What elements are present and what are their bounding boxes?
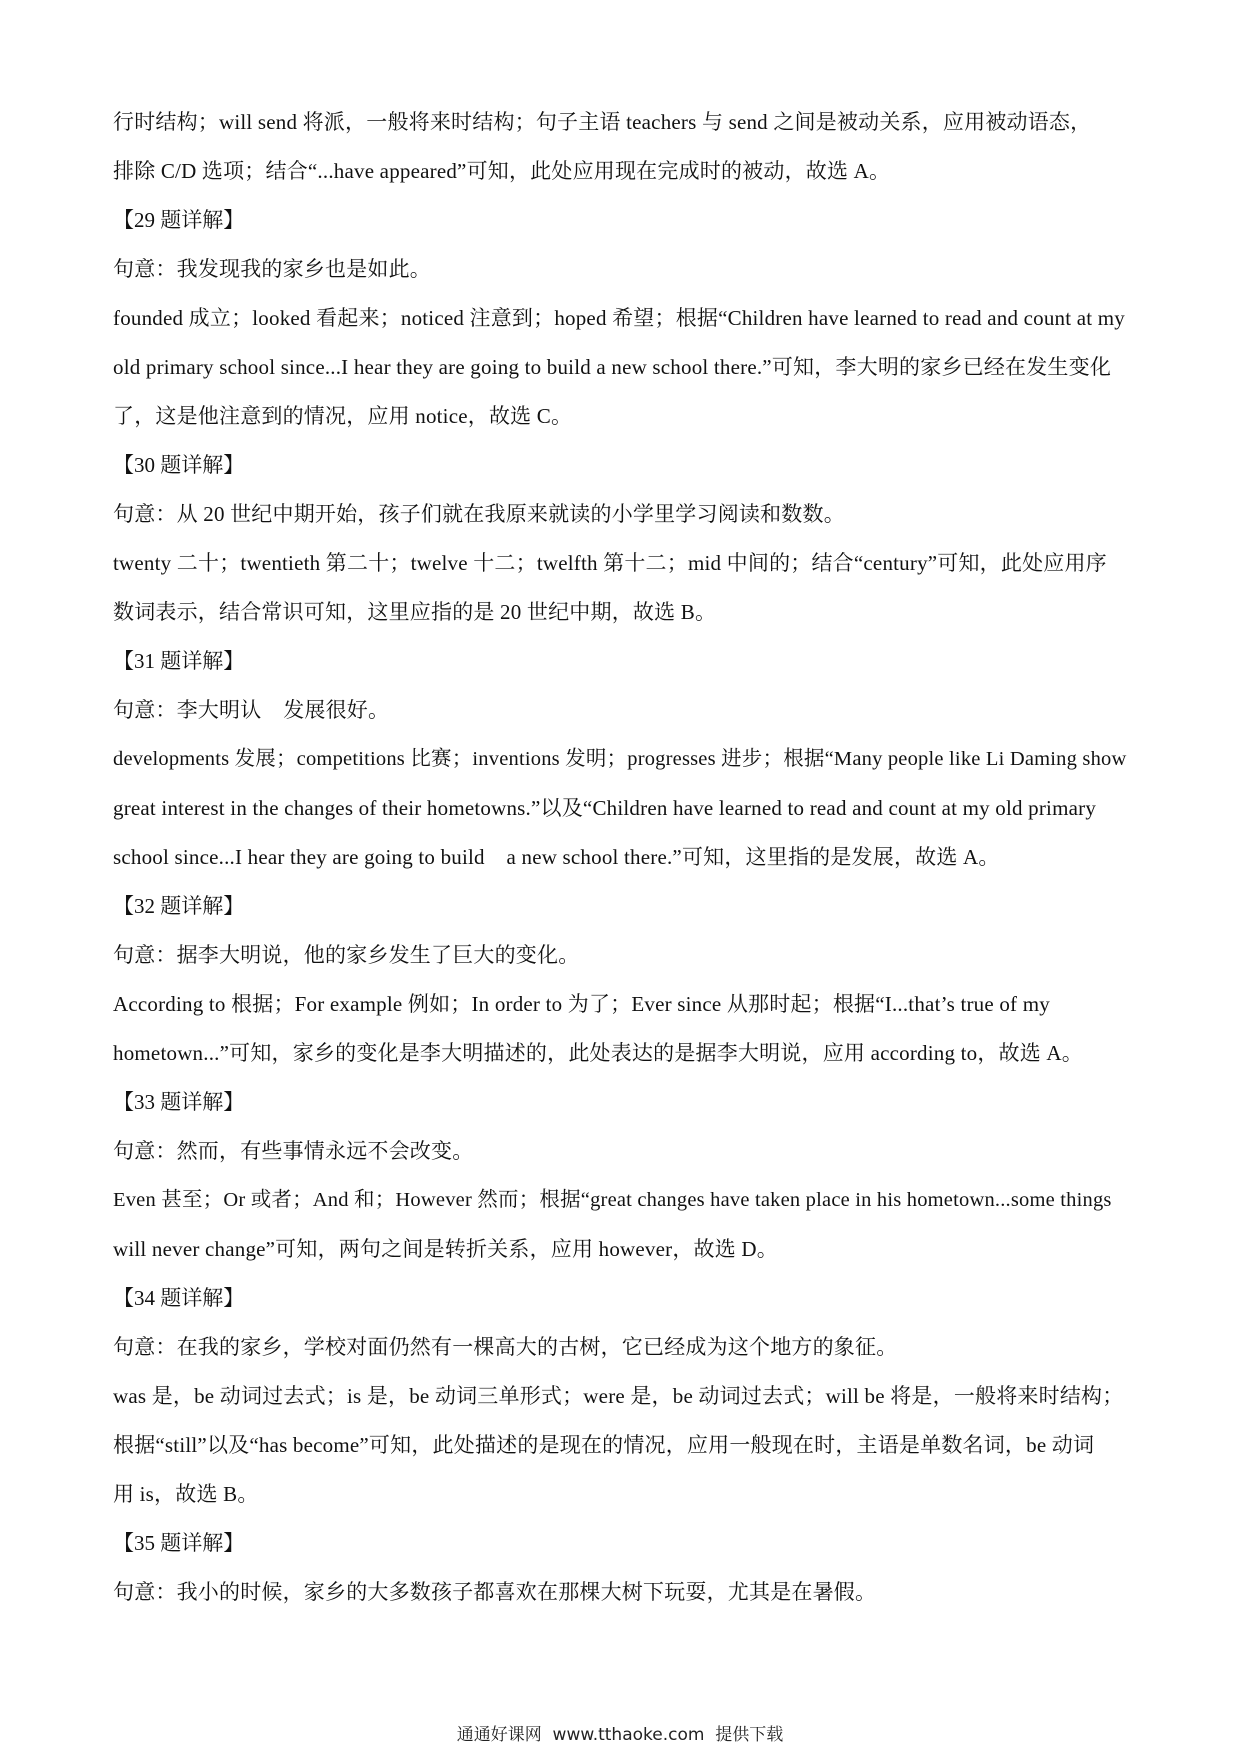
text-line: 句意：李大明认 发展很好。: [113, 698, 390, 722]
text-line: 数词表示，结合常识可知，这里应指的是 20 世纪中期，故选 B。: [113, 600, 717, 624]
text-line: 行时结构；will send 将派，一般将来时结构；句子主语 teachers 与 send 之间是被动关系，应用被动语态，: [113, 110, 1092, 134]
section-heading: 【30 题详解】: [113, 453, 245, 477]
text-line: 句意：然而，有些事情永远不会改变。: [113, 1139, 474, 1163]
text-line: 根据“still”以及“has become”可知，此处描述的是现在的情况，应用一般现在时，主语是单数名词，be 动词: [113, 1433, 1095, 1457]
text-line: school since...I hear they are going to build a new school there.”可知，这里指的是发展，故选 A。: [113, 845, 1000, 869]
text-line: 排除 C/D 选项；结合“...have appeared”可知，此处应用现在完成时的被动，故选 A。: [113, 159, 891, 183]
text-line: 句意：在我的家乡，学校对面仍然有一棵高大的古树，它已经成为这个地方的象征。: [113, 1335, 898, 1359]
text-line: According to 根据；For example 例如；In order to 为了；Ever since 从那时起；根据“I...that’s true of my: [113, 992, 1050, 1016]
text-line: 句意：我发现我的家乡也是如此。: [113, 257, 431, 281]
text-line: old primary school since...I hear they are going to build a new school there.”可知，李大明的家乡已经在发生变化: [113, 355, 1112, 379]
text-line: twenty 二十；twentieth 第二十；twelve 十二；twelfth 第十二；mid 中间的；结合“century”可知，此处应用序: [113, 551, 1107, 575]
text-line: 用 is，故选 B。: [113, 1482, 259, 1506]
document-body: [113, 98, 1133, 1617]
text-line: 句意：从 20 世纪中期开始，孩子们就在我原来就读的小学里学习阅读和数数。: [113, 502, 845, 526]
section-heading: 【34 题详解】: [113, 1286, 245, 1310]
text-line: was 是，be 动词过去式；is 是，be 动词三单形式；were 是，be 动词过去式；will be 将是，一般将来时结构；: [113, 1384, 1124, 1408]
text-line: hometown...”可知，家乡的变化是李大明描述的，此处表达的是据李大明说，应用 according to，故选 A。: [113, 1041, 1083, 1065]
text-line: Even 甚至；Or 或者；And 和；However 然而；根据“great changes have taken place in his hometown...some things: [113, 1189, 1112, 1211]
page-footer: 通通好课网 www.tthaoke.com 提供下载: [456, 1725, 784, 1745]
text-line: great interest in the changes of their hometowns.”以及“Children have learned to read and count at my old primary: [113, 796, 1097, 820]
text-line: will never change”可知，两句之间是转折关系，应用 however，故选 D。: [113, 1237, 778, 1261]
section-heading: 【33 题详解】: [113, 1090, 245, 1114]
section-heading: 【35 题详解】: [113, 1531, 245, 1555]
section-heading: 【29 题详解】: [113, 208, 245, 232]
text-line: developments 发展；competitions 比赛；inventions 发明；progresses 进步；根据“Many people like Li Daming show: [113, 748, 1127, 770]
text-line: 句意：据李大明说，他的家乡发生了巨大的变化。: [113, 943, 580, 967]
text-line: founded 成立；looked 看起来；noticed 注意到；hoped 希望；根据“Children have learned to read and count at my: [113, 306, 1125, 330]
text-line: 句意：我小的时候，家乡的大多数孩子都喜欢在那棵大树下玩耍，尤其是在暑假。: [113, 1580, 877, 1604]
section-heading: 【31 题详解】: [113, 649, 245, 673]
section-heading: 【32 题详解】: [113, 894, 245, 918]
text-line: 了，这是他注意到的情况，应用 notice，故选 C。: [113, 404, 573, 428]
